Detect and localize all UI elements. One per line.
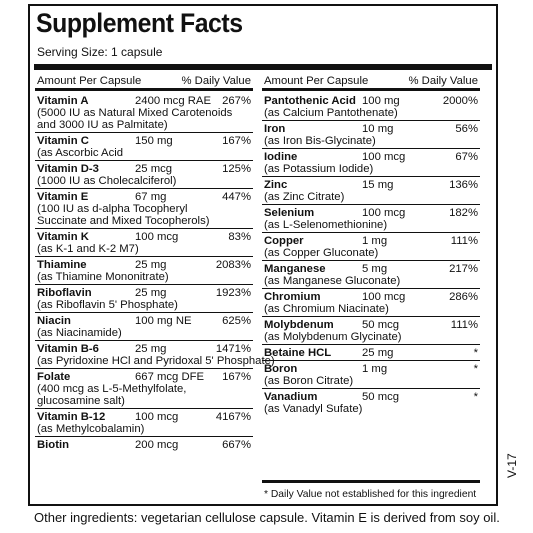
nutrient-name: Vitamin A [37,95,89,107]
nutrient-name: Copper [264,235,304,247]
nutrient-name: Betaine HCL [264,347,332,359]
nutrient-amount: 667 mcg DFE [135,371,205,383]
nutrient-daily-value: 286% [449,291,478,303]
nutrient-amount: 1 mg [362,363,388,375]
nutrient-amount: 100 mg [362,95,400,107]
nutrient-row [35,369,253,409]
nutrient-daily-value: 625% [222,315,251,327]
nutrient-row [262,317,480,345]
right-column [262,73,480,416]
nutrient-source-detail: (as Boron Citrate) [264,375,354,387]
nutrient-row [262,233,480,261]
nutrient-name: Vitamin B-6 [37,343,99,355]
nutrient-source-detail: (as Ascorbic Acid [37,147,124,159]
nutrient-source-detail: (5000 IU as Natural Mixed Carotenoids [37,107,233,119]
nutrient-amount: 50 mcg [362,319,400,331]
nutrient-source-detail: (as Pyridoxine HCl and Pyridoxal 5' Phosphate) [37,355,275,367]
nutrient-row [262,177,480,205]
nutrient-row [262,205,480,233]
product-code: V-17 [505,453,519,478]
footnote-divider [262,480,480,483]
dv-header: % Daily Value [181,74,251,87]
nutrient-name: Vitamin E [37,191,89,203]
nutrient-name: Selenium [264,207,315,219]
nutrient-daily-value: 56% [455,123,478,135]
nutrient-row [35,341,275,369]
supplement-facts-panel [28,4,498,506]
nutrient-name: Zinc [264,179,288,191]
left-column-header [35,73,253,88]
nutrient-row [262,121,480,149]
nutrient-source-detail: (as Methylcobalamin) [37,423,145,435]
nutrient-name: Vitamin K [37,231,89,243]
nutrient-name: Vanadium [264,391,318,403]
nutrient-amount: 100 mg NE [135,315,192,327]
nutrient-daily-value: 4167% [215,411,251,423]
nutrient-row [262,93,480,121]
nutrient-name: Riboflavin [37,287,92,299]
nutrient-row [35,133,253,161]
nutrient-name: Vitamin C [37,135,89,147]
nutrient-name: Manganese [264,263,326,275]
nutrient-name: Boron [264,363,298,375]
nutrient-source-detail: (as Manganese Gluconate) [264,275,401,287]
nutrient-row [35,161,253,189]
nutrient-daily-value: 182% [449,207,478,219]
nutrient-name: Iodine [264,151,298,163]
nutrient-row [262,345,480,361]
nutrient-daily-value: 167% [222,371,251,383]
nutrient-row [262,149,480,177]
nutrient-name: Chromium [264,291,321,303]
nutrient-source-detail: Succinate and Mixed Tocopherols) [37,215,210,227]
nutrient-name: Biotin [37,439,69,451]
nutrient-daily-value: 1471% [215,343,251,355]
nutrient-source-detail: (as K-1 and K-2 M7) [37,243,139,255]
nutrient-name: Niacin [37,315,71,327]
column-header-divider [35,88,253,91]
nutrient-daily-value: 2083% [215,259,251,271]
nutrient-row [35,437,253,452]
nutrient-amount: 150 mg [135,135,173,147]
nutrient-daily-value: * [473,363,478,375]
nutrient-daily-value: * [473,391,478,403]
nutrient-amount: 100 mcg [362,151,406,163]
nutrient-source-detail: (as Copper Gluconate) [264,247,379,259]
nutrient-source-detail: (as L-Selenomethionine) [264,219,388,231]
nutrient-amount: 25 mg [135,287,167,299]
nutrient-name: Vitamin B-12 [37,411,106,423]
right-nutrient-list [262,93,480,416]
other-ingredients: Other ingredients: vegetarian cellulose capsule. Vitamin E is derived from soy oil. [34,510,500,525]
nutrient-daily-value: 267% [222,95,251,107]
nutrient-row [35,257,253,285]
nutrient-source-detail: (as Calcium Pantothenate) [264,107,398,119]
nutrient-source-detail: and 3000 IU as Palmitate) [37,119,168,131]
nutrient-row [262,361,480,389]
nutrient-amount: 100 mcg [135,411,179,423]
nutrient-source-detail: (100 IU as d-alpha Tocopheryl [37,203,188,215]
nutrient-source-detail: (400 mcg as L-5-Methylfolate, [37,383,187,395]
nutrient-amount: 25 mg [135,259,167,271]
nutrient-name: Iron [264,123,286,135]
nutrient-amount: 100 mcg [135,231,179,243]
nutrient-amount: 100 mcg [362,207,406,219]
nutrient-amount: 200 mcg [135,439,179,451]
nutrient-amount: 25 mcg [135,163,173,175]
nutrient-amount: 1 mg [362,235,388,247]
nutrient-daily-value: 67% [455,151,478,163]
nutrient-row [35,285,253,313]
nutrient-source-detail: (as Vanadyl Sufate) [264,403,363,415]
nutrient-name: Molybdenum [264,319,334,331]
nutrient-amount: 25 mg [135,343,167,355]
nutrient-source-detail: (1000 IU as Cholecalciferol) [37,175,177,187]
nutrient-name: Folate [37,371,71,383]
nutrient-amount: 25 mg [362,347,394,359]
nutrient-source-detail: (as Potassium Iodide) [264,163,374,175]
nutrient-daily-value: 447% [222,191,251,203]
nutrient-amount: 67 mg [135,191,167,203]
nutrient-daily-value: * [473,347,478,359]
nutrient-source-detail: glucosamine salt) [37,395,125,407]
nutrient-amount: 5 mg [362,263,388,275]
nutrient-row [262,389,480,416]
amount-header: Amount Per Capsule [37,74,142,87]
nutrient-amount: 50 mcg [362,391,400,403]
nutrient-daily-value: 667% [222,439,251,451]
nutrient-daily-value: 125% [222,163,251,175]
nutrient-daily-value: 111% [450,235,478,247]
right-column-header [262,73,480,88]
nutrient-source-detail: (as Molybdenum Glycinate) [264,331,402,343]
nutrient-daily-value: 83% [228,231,251,243]
amount-header: Amount Per Capsule [264,74,369,87]
nutrient-row [262,261,480,289]
nutrient-name: Pantothenic Acid [264,95,356,107]
column-header-divider [262,88,480,91]
nutrient-daily-value: 111% [450,319,478,331]
nutrient-daily-value: 167% [222,135,251,147]
nutrient-source-detail: (as Zinc Citrate) [264,191,345,203]
nutrient-source-detail: (as Niacinamide) [37,327,122,339]
nutrient-daily-value: 2000% [442,95,478,107]
nutrient-row [35,189,253,229]
nutrient-source-detail: (as Chromium Niacinate) [264,303,389,315]
nutrient-amount: 100 mcg [362,291,406,303]
footnote: * Daily Value not established for this ingredient [264,489,477,500]
nutrient-daily-value: 217% [449,263,478,275]
nutrient-source-detail: (as Riboflavin 5' Phosphate) [37,299,178,311]
nutrient-row [262,289,480,317]
nutrient-row [35,229,253,257]
nutrient-source-detail: (as Thiamine Mononitrate) [37,271,169,283]
nutrient-name: Vitamin D-3 [37,163,99,175]
nutrient-row [35,93,253,133]
nutrient-row [35,313,253,341]
nutrient-daily-value: 1923% [215,287,251,299]
nutrient-name: Thiamine [37,259,87,271]
nutrient-amount: 2400 mcg RAE [135,95,211,107]
nutrient-source-detail: (as Iron Bis-Glycinate) [264,135,376,147]
header-divider [34,64,492,70]
serving-size: Serving Size: 1 capsule [37,45,163,59]
dv-header: % Daily Value [408,74,478,87]
nutrient-daily-value: 136% [449,179,478,191]
nutrient-row [35,409,253,437]
panel-title: Supplement Facts [36,8,243,38]
nutrient-amount: 10 mg [362,123,394,135]
nutrient-amount: 15 mg [362,179,394,191]
